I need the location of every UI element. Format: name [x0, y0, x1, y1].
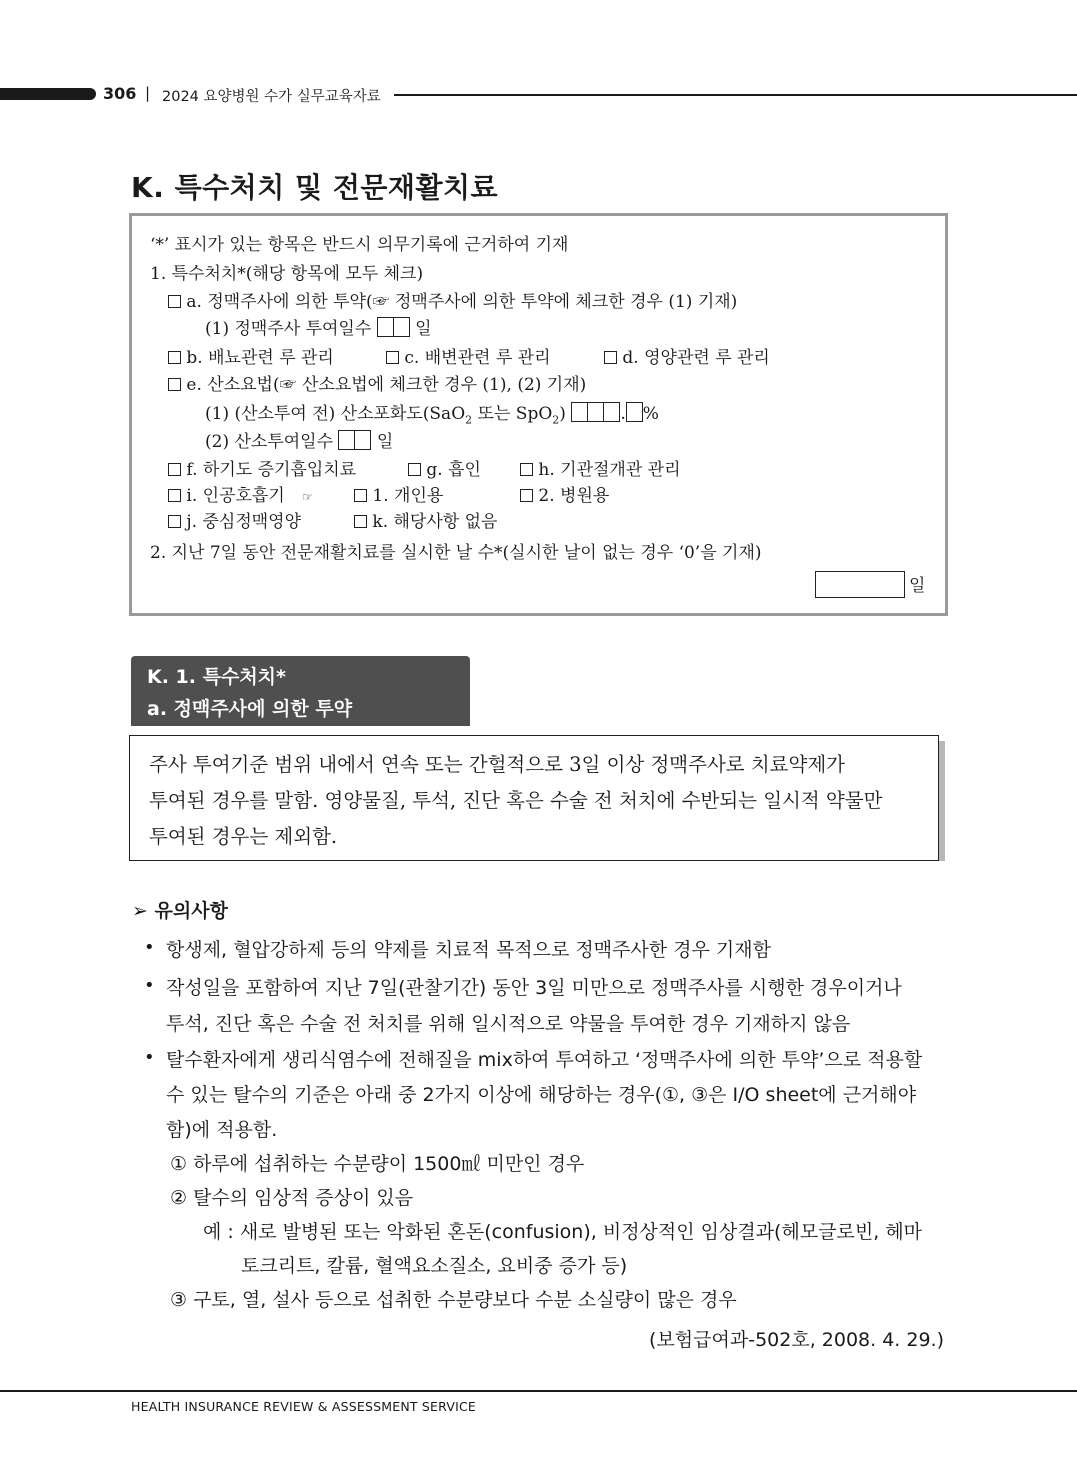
example-line1: 예 : 새로 발병된 또는 악화된 혼돈(confusion), 비정상적인 임상결과(헤모글로빈, 헤마: [203, 1221, 923, 1243]
item-i2-label: 2. 병원용: [538, 486, 610, 506]
note-3-line2: 수 있는 탈수의 기준은 아래 중 2가지 이상에 해당하는 경우(①, ③은 I/O sheet에 근거해야: [166, 1084, 917, 1106]
note-3-line1: 탈수환자에게 생리식염수에 전해질을 mix하여 투여하고 ‘정맥주사에 의한 투약’으로 적용할: [166, 1049, 923, 1071]
checkbox-i[interactable]: [168, 489, 181, 502]
definition-header-line1: K. 1. 특수처치*: [147, 666, 286, 688]
checkbox-a[interactable]: [168, 295, 181, 308]
checkbox-g[interactable]: [408, 463, 421, 476]
checkbox-k[interactable]: [354, 515, 367, 528]
criterion-3: ③ 구토, 열, 설사 등으로 섭취한 수분량보다 수분 소실량이 많은 경우: [170, 1289, 737, 1311]
checkbox-f[interactable]: [168, 463, 181, 476]
bullet-dot: •: [144, 1047, 155, 1068]
item-c-label: c. 배변관련 루 관리: [404, 348, 551, 368]
question-1: 1. 특수처치*(해당 항목에 모두 체크): [150, 264, 424, 284]
item-j: [168, 510, 301, 534]
checkbox-e[interactable]: [168, 378, 181, 391]
question-2: 2. 지난 7일 동안 전문재활치료를 실시한 날 수*(실시한 날이 없는 경우 ‘0’을 기재): [150, 543, 762, 563]
item-k-label: k. 해당사항 없음: [372, 512, 498, 532]
item-e2: [205, 430, 393, 454]
item-i1-label: 1. 개인용: [372, 486, 444, 506]
item-f-label: f. 하기도 증기흡입치료: [186, 460, 357, 480]
header-rule: [394, 94, 1077, 96]
item-f: [168, 458, 356, 482]
item-g-label: g. 흡인: [426, 460, 481, 480]
item-c: [386, 346, 551, 370]
item-k: [354, 510, 497, 534]
header-title: 2024 요양병원 수가 실무교육자료: [162, 89, 381, 105]
percent-sign: %: [642, 404, 659, 424]
digit-box[interactable]: [338, 430, 355, 450]
item-g: [408, 458, 481, 482]
unit-day: 일: [909, 576, 926, 596]
checkbox-c[interactable]: [386, 351, 399, 364]
item-d: [604, 346, 770, 370]
definition-line: 투여된 경우를 말함. 영양물질, 투석, 진단 혹은 수술 전 처치에 수반되는 일시적 약물만: [149, 789, 883, 812]
form-note: ‘*’ 표시가 있는 항목은 반드시 의무기록에 근거하여 기재: [150, 235, 569, 255]
decimal-dot: .: [620, 404, 626, 424]
item-e-label: e. 산소요법(☞ 산소요법에 체크한 경우 (1), (2) 기재): [186, 375, 587, 395]
digit-box[interactable]: [604, 402, 620, 422]
note-2-line2: 투석, 진단 혹은 수술 전 처치를 위해 일시적으로 약물을 투여한 경우 기재하지 않음: [166, 1013, 851, 1035]
note-1: 항생제, 혈압강하제 등의 약제를 치료적 목적으로 정맥주사한 경우 기재함: [166, 939, 771, 961]
example-line2: 토크리트, 칼륨, 혈액요소질소, 요비중 증가 등): [241, 1255, 628, 1277]
item-h-label: h. 기관절개관 관리: [538, 460, 681, 480]
definition-line: 투여된 경우는 제외함.: [149, 825, 338, 848]
item-e1: [205, 402, 659, 432]
item-a: [168, 290, 737, 314]
note-2-line1: 작성일을 포함하여 지난 7일(관찰기간) 동안 3일 미만으로 정맥주사를 시행한 경우이거나: [166, 977, 902, 999]
item-i2: [520, 484, 609, 508]
item-a1: [205, 317, 432, 341]
definition-box: [129, 735, 939, 861]
checkbox-h[interactable]: [520, 463, 533, 476]
item-b-label: b. 배뇨관련 루 관리: [186, 348, 334, 368]
definition-line: 주사 투여기준 범위 내에서 연속 또는 간헐적으로 3일 이상 정맥주사로 치료약제가: [149, 753, 846, 776]
digit-box[interactable]: [571, 402, 588, 422]
header-separator: |: [145, 84, 151, 102]
header-bar: [0, 88, 96, 100]
digit-box[interactable]: [588, 402, 604, 422]
digit-box[interactable]: [377, 317, 394, 337]
digit-box[interactable]: [626, 402, 643, 422]
unit-day: 일: [376, 432, 394, 452]
item-h: [520, 458, 681, 482]
item-i1: [354, 484, 443, 508]
criterion-1: ① 하루에 섭취하는 수분량이 1500㎖ 미만인 경우: [170, 1153, 585, 1175]
page-number: 306: [103, 84, 137, 103]
checkbox-i2[interactable]: [520, 489, 533, 502]
footer-rule: [0, 1390, 1077, 1392]
bullet-dot: •: [144, 975, 155, 996]
item-i-label: i. 인공호흡기: [186, 486, 285, 506]
checkbox-i1[interactable]: [354, 489, 367, 502]
digit-box[interactable]: [355, 430, 371, 450]
rehab-days-input[interactable]: [815, 571, 905, 598]
unit-day: 일: [415, 319, 432, 339]
checkbox-b[interactable]: [168, 351, 181, 364]
item-e: [168, 373, 586, 397]
item-e1-label: (1) (산소투여 전) 산소포화도(SaO$_2$ 또는 SpO$_2$): [205, 404, 566, 427]
checkbox-d[interactable]: [604, 351, 617, 364]
footer-text: HEALTH INSURANCE REVIEW & ASSESSMENT SERVICE: [131, 1399, 476, 1414]
item-e2-label: (2) 산소투여일수: [205, 432, 334, 452]
reference: (보험급여과-502호, 2008. 4. 29.): [649, 1329, 944, 1351]
section-title: K. 특수처치 및 전문재활치료: [131, 171, 499, 204]
checkbox-j[interactable]: [168, 515, 181, 528]
criterion-2: ② 탈수의 임상적 증상이 있음: [170, 1187, 414, 1209]
digit-box[interactable]: [394, 317, 410, 337]
pointing-hand-icon: ☞: [302, 490, 313, 504]
item-a1-label: (1) 정맥주사 투여일수: [205, 319, 372, 339]
item-b: [168, 346, 334, 370]
definition-header: [131, 656, 470, 726]
note-3-line3: 함)에 적용함.: [166, 1119, 278, 1141]
item-a-label: a. 정맥주사에 의한 투약(☞ 정맥주사에 의한 투약에 체크한 경우 (1) 기재): [186, 292, 738, 312]
definition-header-line2: a. 정맥주사에 의한 투약: [147, 698, 353, 720]
item-d-label: d. 영양관련 루 관리: [622, 348, 770, 368]
bullet-dot: •: [144, 937, 155, 958]
assessment-form: [129, 213, 948, 616]
item-j-label: j. 중심정맥영양: [186, 512, 302, 532]
notes-heading: ➢ 유의사항: [132, 900, 228, 922]
item-i: [168, 484, 313, 509]
